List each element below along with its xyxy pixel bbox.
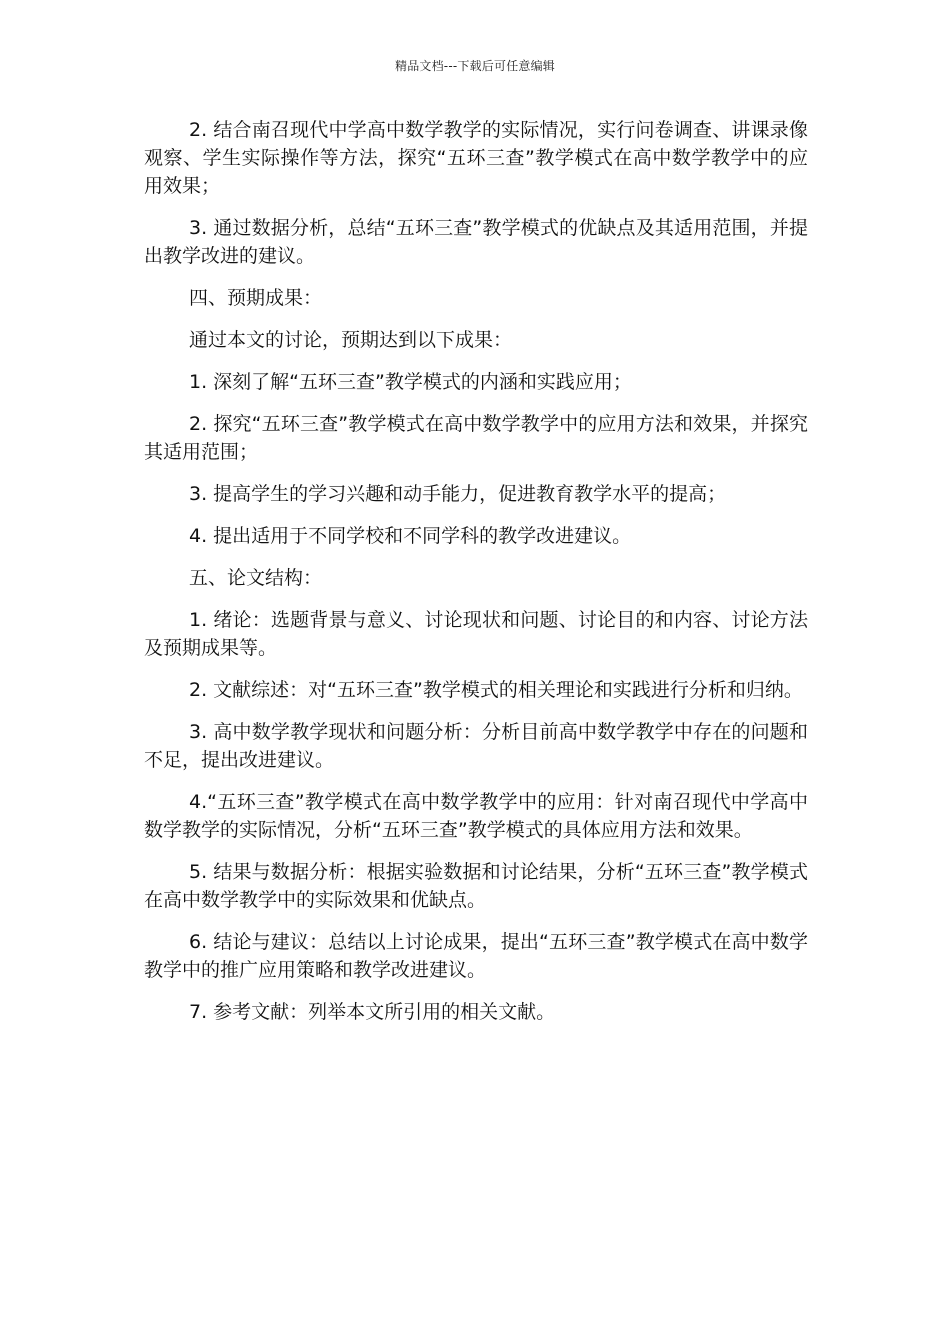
document-body xyxy=(144,116,808,1040)
list-item: 6. 结论与建议：总结以上讨论成果，提出“五环三查”教学模式在高中数学教学中的推广应用策略和教学改进建议。 xyxy=(144,931,808,981)
list-item: 2. 探究“五环三查”教学模式在高中数学教学中的应用方法和效果，并探究其适用范围； xyxy=(144,413,808,463)
paragraph: 通过本文的讨论，预期达到以下成果： xyxy=(189,329,513,351)
page-header: 精品文档---下载后可任意编辑 xyxy=(395,59,555,73)
list-item: 3. 提高学生的学习兴趣和动手能力，促进教育教学水平的提高； xyxy=(189,483,727,505)
paragraph: 3. 通过数据分析，总结“五环三查”教学模式的优缺点及其适用范围，并提出教学改进的建议。 xyxy=(144,217,808,267)
paragraph: 2. 结合南召现代中学高中数学教学的实际情况，实行问卷调查、讲课录像观察、学生实际操作等方法，探究“五环三查”教学模式在高中数学教学中的应用效果； xyxy=(144,119,808,197)
list-item: 2. 文献综述：对“五环三查”教学模式的相关理论和实践进行分析和归纳。 xyxy=(189,679,803,701)
list-item: 1. 绪论：选题背景与意义、讨论现状和问题、讨论目的和内容、讨论方法及预期成果等。 xyxy=(144,609,808,659)
list-item: 7. 参考文献：列举本文所引用的相关文献。 xyxy=(189,1001,556,1023)
section-heading: 四、预期成果： xyxy=(189,287,323,309)
list-item: 4. 提出适用于不同学校和不同学科的教学改进建议。 xyxy=(189,525,632,547)
list-item: 1. 深刻了解“五环三查”教学模式的内涵和实践应用； xyxy=(189,371,632,393)
list-item: 4.“五环三查”教学模式在高中数学教学中的应用：针对南召现代中学高中数学教学的实际情况，分析“五环三查”教学模式的具体应用方法和效果。 xyxy=(144,791,808,841)
list-item: 5. 结果与数据分析：根据实验数据和讨论结果，分析“五环三查”教学模式在高中数学教学中的实际效果和优缺点。 xyxy=(144,861,808,911)
list-item: 3. 高中数学教学现状和问题分析：分析目前高中数学教学中存在的问题和不足，提出改进建议。 xyxy=(144,721,808,771)
section-heading: 五、论文结构： xyxy=(189,567,323,589)
